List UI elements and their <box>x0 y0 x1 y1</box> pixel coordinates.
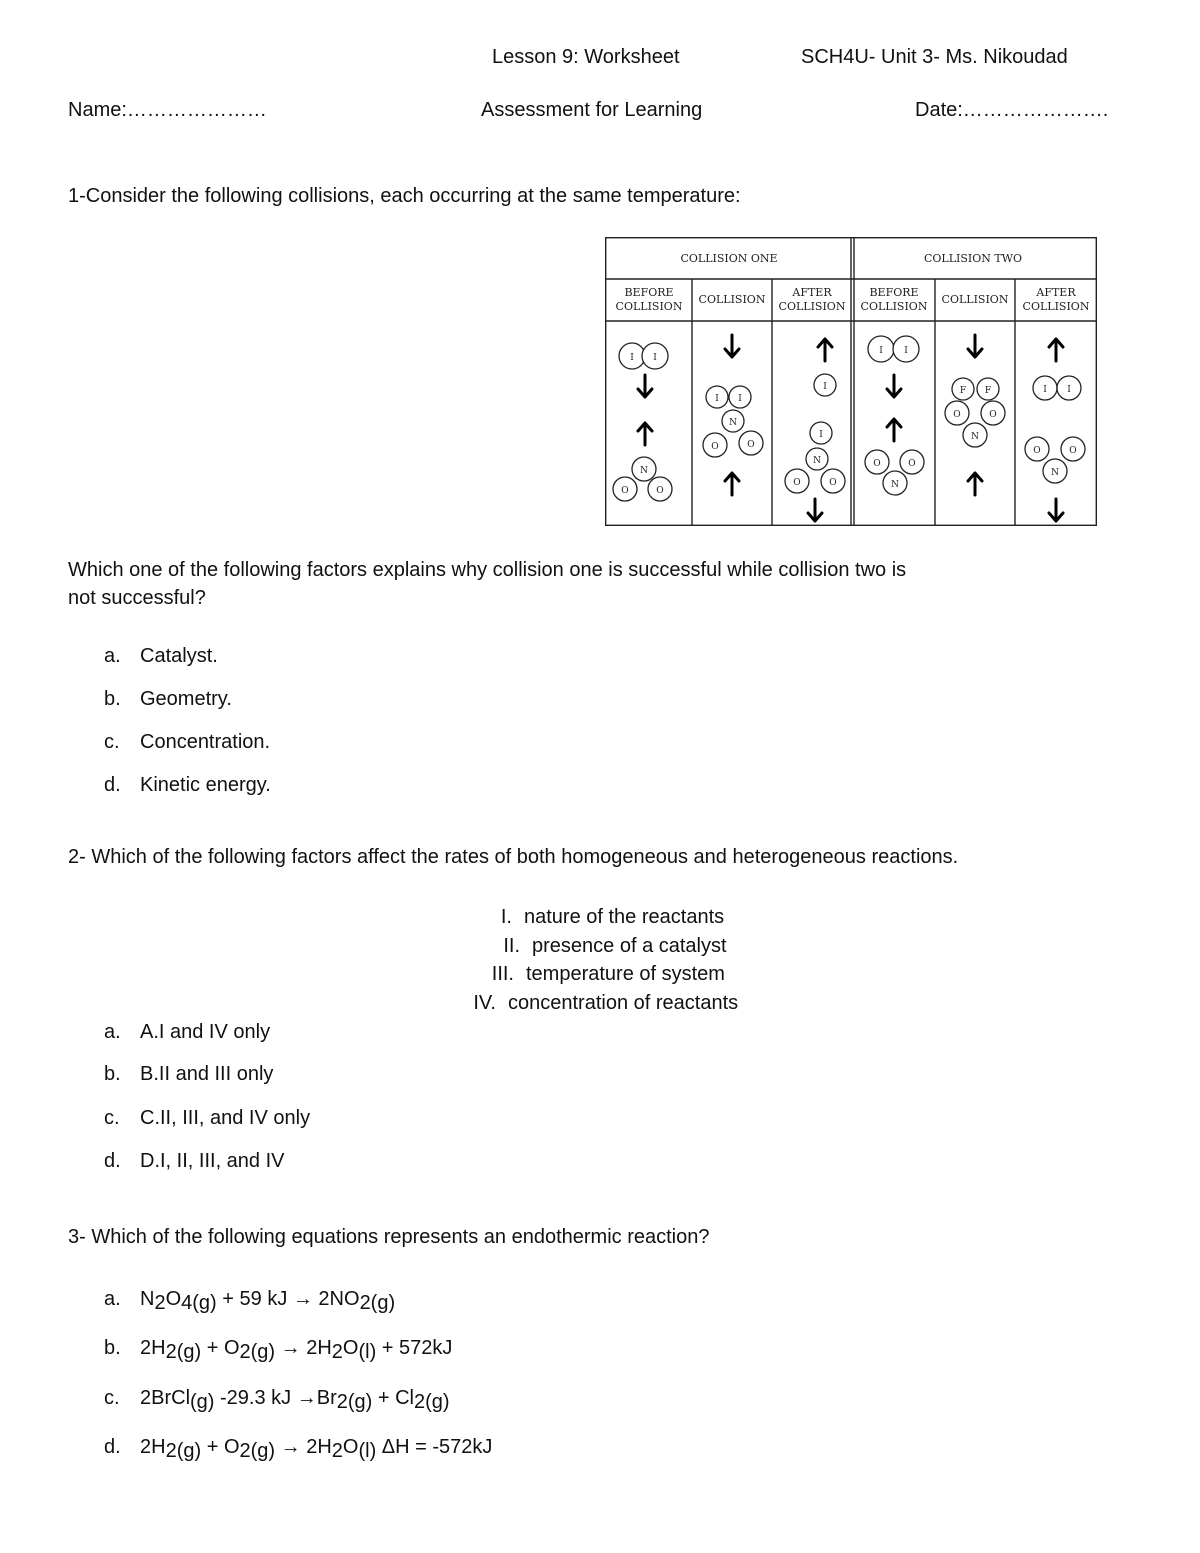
q1-option-a[interactable]: a. Catalyst. <box>104 645 218 667</box>
collision-figure <box>605 237 1097 526</box>
c2-after-l2: COLLISION <box>1022 300 1090 313</box>
q3-option-b[interactable]: b. $2H_{2(g)} + O_{2(g)} \to 2H_2O_{(l)} + 572kJ$ <box>104 1337 453 1363</box>
svg-text:N: N <box>891 480 899 490</box>
q2-option-c[interactable]: c. C.II, III, and IV only <box>104 1107 311 1129</box>
svg-text:N: N <box>640 466 648 476</box>
q3-option-a[interactable]: a. $N_2O_{4(g)} + 59$ kJ → $2NO_{2(g)}$ <box>104 1288 396 1314</box>
svg-text:O: O <box>656 486 664 496</box>
lesson-title: Lesson 9: Worksheet <box>492 46 680 68</box>
q3-option-c[interactable]: c. 2BrCl$_{(g)}$ -29.3 kJ $\to Br_{2(g)} + Cl_{2(g)}$ <box>104 1387 450 1413</box>
svg-text:I: I <box>738 394 742 404</box>
c1-after-l2: COLLISION <box>778 300 846 313</box>
svg-text:O: O <box>1069 446 1077 456</box>
svg-text:O: O <box>908 459 916 469</box>
c1-collision: COLLISION <box>698 293 766 306</box>
svg-text:I: I <box>1043 385 1047 395</box>
c1-before-l2: COLLISION <box>615 300 683 313</box>
q3-prompt: 3- Which of the following equations represents an endothermic reaction? <box>68 1226 710 1248</box>
svg-text:I: I <box>630 353 634 363</box>
q2-factor-2: II. presence of a catalyst <box>503 935 727 957</box>
c1-after-l1: AFTER <box>792 286 832 299</box>
equation: 2BrCl$_{(g)}$ -29.3 kJ $\to Br_{2(g)} + Cl_{2(g)}$ <box>140 1387 450 1413</box>
svg-text:O: O <box>829 478 837 488</box>
c2-collision: COLLISION <box>941 293 1009 306</box>
svg-text:I: I <box>879 346 883 356</box>
svg-text:N: N <box>729 418 737 428</box>
equation: $N_2O_{4(g)} + 59$ kJ → $2NO_{2(g)}$ <box>140 1288 396 1314</box>
c1-before-l1: BEFORE <box>624 286 674 299</box>
svg-text:I: I <box>653 353 657 363</box>
q1-option-c[interactable]: c. Concentration. <box>104 731 271 753</box>
svg-text:I: I <box>1067 385 1071 395</box>
equation: $2H_{2(g)} + O_{2(g)} \to 2H_2O_{(l)} + 572kJ$ <box>140 1337 453 1363</box>
svg-text:F: F <box>984 386 992 396</box>
q2-option-b[interactable]: b. B.II and III only <box>104 1063 274 1085</box>
svg-text:O: O <box>1033 446 1041 456</box>
q3-option-d[interactable]: d. $2H_{2(g)} + O_{2(g)} \to 2H_2O_{(l)}$ ΔH = -572kJ <box>104 1436 493 1462</box>
svg-text:I: I <box>819 430 823 440</box>
svg-text:F: F <box>959 386 967 396</box>
svg-text:O: O <box>873 459 881 469</box>
q1-option-d[interactable]: d. Kinetic energy. <box>104 774 271 796</box>
svg-text:I: I <box>904 346 908 356</box>
svg-text:I: I <box>823 382 827 392</box>
svg-text:N: N <box>813 456 821 466</box>
q1-question-line2: not successful? <box>68 587 206 609</box>
q1-prompt: 1-Consider the following collisions, each occurring at the same temperature: <box>68 185 741 207</box>
c2-after-l1: AFTER <box>1036 286 1076 299</box>
q2-prompt: 2- Which of the following factors affect the rates of both homogeneous and heterogeneous reactions. <box>68 846 959 868</box>
q2-factor-3: III. temperature of system <box>491 963 725 985</box>
name-field: Name:………………… <box>68 99 267 121</box>
svg-text:O: O <box>953 410 961 420</box>
svg-text:O: O <box>989 410 997 420</box>
course-label: SCH4U- Unit 3- Ms. Nikoudad <box>801 46 1068 68</box>
svg-text:O: O <box>621 486 629 496</box>
collision-two-heading: COLLISION TWO <box>923 252 1023 265</box>
svg-text:O: O <box>711 442 719 452</box>
q1-option-b[interactable]: b. Geometry. <box>104 688 232 710</box>
q2-factor-1: I. nature of the reactants <box>500 906 725 928</box>
svg-text:O: O <box>747 440 755 450</box>
q2-option-a[interactable]: a. A.I and IV only <box>104 1021 271 1043</box>
date-field: Date:…………………. <box>915 99 1109 121</box>
svg-text:O: O <box>793 478 801 488</box>
equation: $2H_{2(g)} + O_{2(g)} \to 2H_2O_{(l)}$ ΔH = -572kJ <box>140 1436 493 1462</box>
svg-text:N: N <box>1051 468 1059 478</box>
assessment-label: Assessment for Learning <box>481 99 703 121</box>
c2-before-l2: COLLISION <box>860 300 928 313</box>
c2-before-l1: BEFORE <box>869 286 919 299</box>
q1-question-line1: Which one of the following factors explains why collision one is successful while collision two is <box>68 559 907 581</box>
collision-one-heading: COLLISION ONE <box>680 252 778 265</box>
svg-text:I: I <box>715 394 719 404</box>
q2-option-d[interactable]: d. D.I, II, III, and IV <box>104 1150 285 1172</box>
q2-factor-4: IV. concentration of reactants <box>473 992 739 1014</box>
svg-text:N: N <box>971 432 979 442</box>
